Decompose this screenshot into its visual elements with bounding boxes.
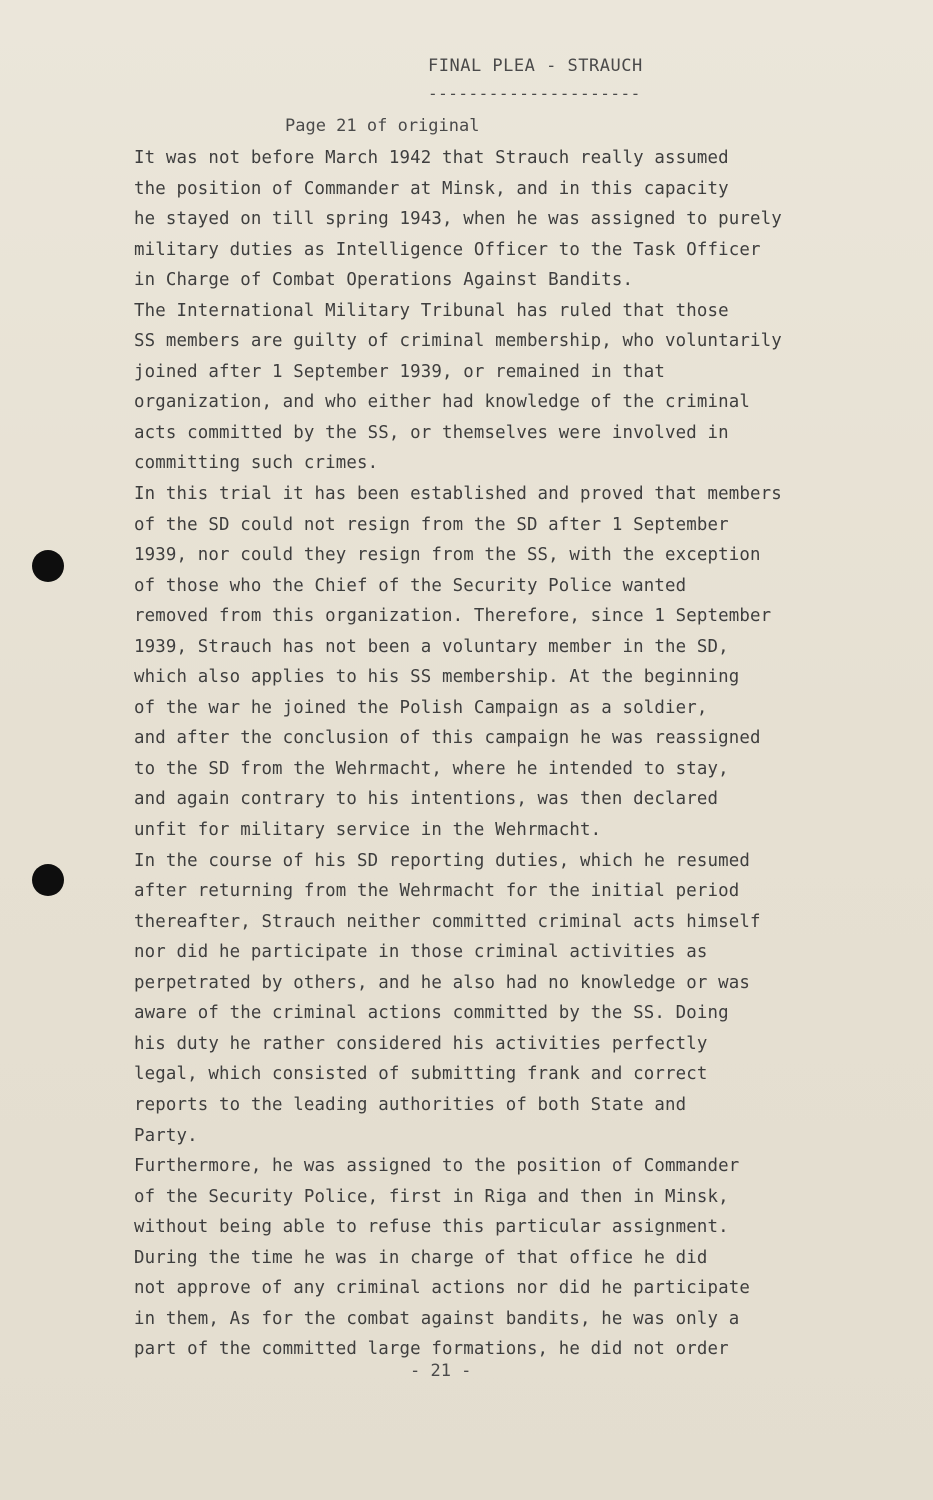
text-line: which also applies to his SS membership. At the beginning [134, 667, 740, 688]
page-reference: Page 21 of original [285, 116, 480, 136]
text-line: committing such crimes. [134, 453, 379, 474]
text-line: not approve of any criminal actions nor did he participate [134, 1278, 750, 1299]
text-line: 1939, Strauch has not been a voluntary member in the SD, [134, 636, 729, 657]
text-line: of the SD could not resign from the SD after 1 September [134, 514, 729, 535]
text-line: reports to the leading authorities of both State and [134, 1094, 687, 1115]
title-underline: --------------------- [428, 84, 641, 103]
punch-hole [32, 550, 64, 582]
text-line: It was not before March 1942 that Strauch really assumed [134, 148, 729, 168]
text-line: aware of the criminal actions committed by the SS. Doing [134, 1003, 729, 1024]
text-line: joined after 1 September 1939, or remained in that [134, 361, 666, 382]
text-line: of the Security Police, first in Riga and then in Minsk, [134, 1186, 729, 1207]
text-line: after returning from the Wehrmacht for the initial period [134, 881, 740, 902]
text-line: unfit for military service in the Wehrmacht. [134, 820, 602, 841]
page-number: - 21 - [410, 1361, 472, 1381]
text-line: 1939, nor could they resign from the SS, with the exception [134, 545, 761, 566]
text-line: without being able to refuse this particular assignment. [134, 1217, 729, 1238]
text-line: of the war he joined the Polish Campaign as a soldier, [134, 697, 708, 718]
text-line: nor did he participate in those criminal activities as [134, 942, 708, 963]
text-line: and again contrary to his intentions, was then declared [134, 789, 719, 810]
text-line: removed from this organization. Therefore, since 1 September [134, 606, 772, 627]
text-line: in Charge of Combat Operations Against Bandits. [134, 270, 634, 291]
text-line: and after the conclusion of this campaign he was reassigned [134, 728, 761, 749]
text-line: The International Military Tribunal has ruled that those [134, 300, 729, 321]
document-title: FINAL PLEA - STRAUCH [428, 56, 643, 76]
text-line: perpetrated by others, and he also had no knowledge or was [134, 972, 750, 993]
text-line: Furthermore, he was assigned to the position of Commander [134, 1156, 740, 1177]
text-line: During the time he was in charge of that office he did [134, 1247, 708, 1268]
text-line: military duties as Intelligence Officer to the Task Officer [134, 239, 761, 260]
text-line: acts committed by the SS, or themselves were involved in [134, 422, 729, 443]
text-line: legal, which consisted of submitting frank and correct [134, 1064, 708, 1085]
punch-hole [32, 864, 64, 896]
text-line: in them, As for the combat against bandits, he was only a [134, 1308, 740, 1329]
body-text [134, 143, 874, 1365]
text-line: his duty he rather considered his activities perfectly [134, 1033, 708, 1054]
text-line: part of the committed large formations, he did not order [134, 1339, 729, 1360]
text-line: thereafter, Strauch neither committed criminal acts himself [134, 911, 761, 932]
text-line: the position of Commander at Minsk, and in this capacity [134, 178, 729, 199]
text-line: Party. [134, 1125, 198, 1146]
text-line: In this trial it has been established and proved that members [134, 484, 782, 505]
text-line: he stayed on till spring 1943, when he was assigned to purely [134, 209, 782, 230]
text-line: of those who the Chief of the Security Police wanted [134, 575, 687, 596]
text-line: organization, and who either had knowledge of the criminal [134, 392, 750, 413]
text-line: to the SD from the Wehrmacht, where he intended to stay, [134, 758, 729, 779]
text-line: SS members are guilty of criminal membership, who voluntarily [134, 331, 782, 352]
text-line: In the course of his SD reporting duties, which he resumed [134, 850, 750, 871]
